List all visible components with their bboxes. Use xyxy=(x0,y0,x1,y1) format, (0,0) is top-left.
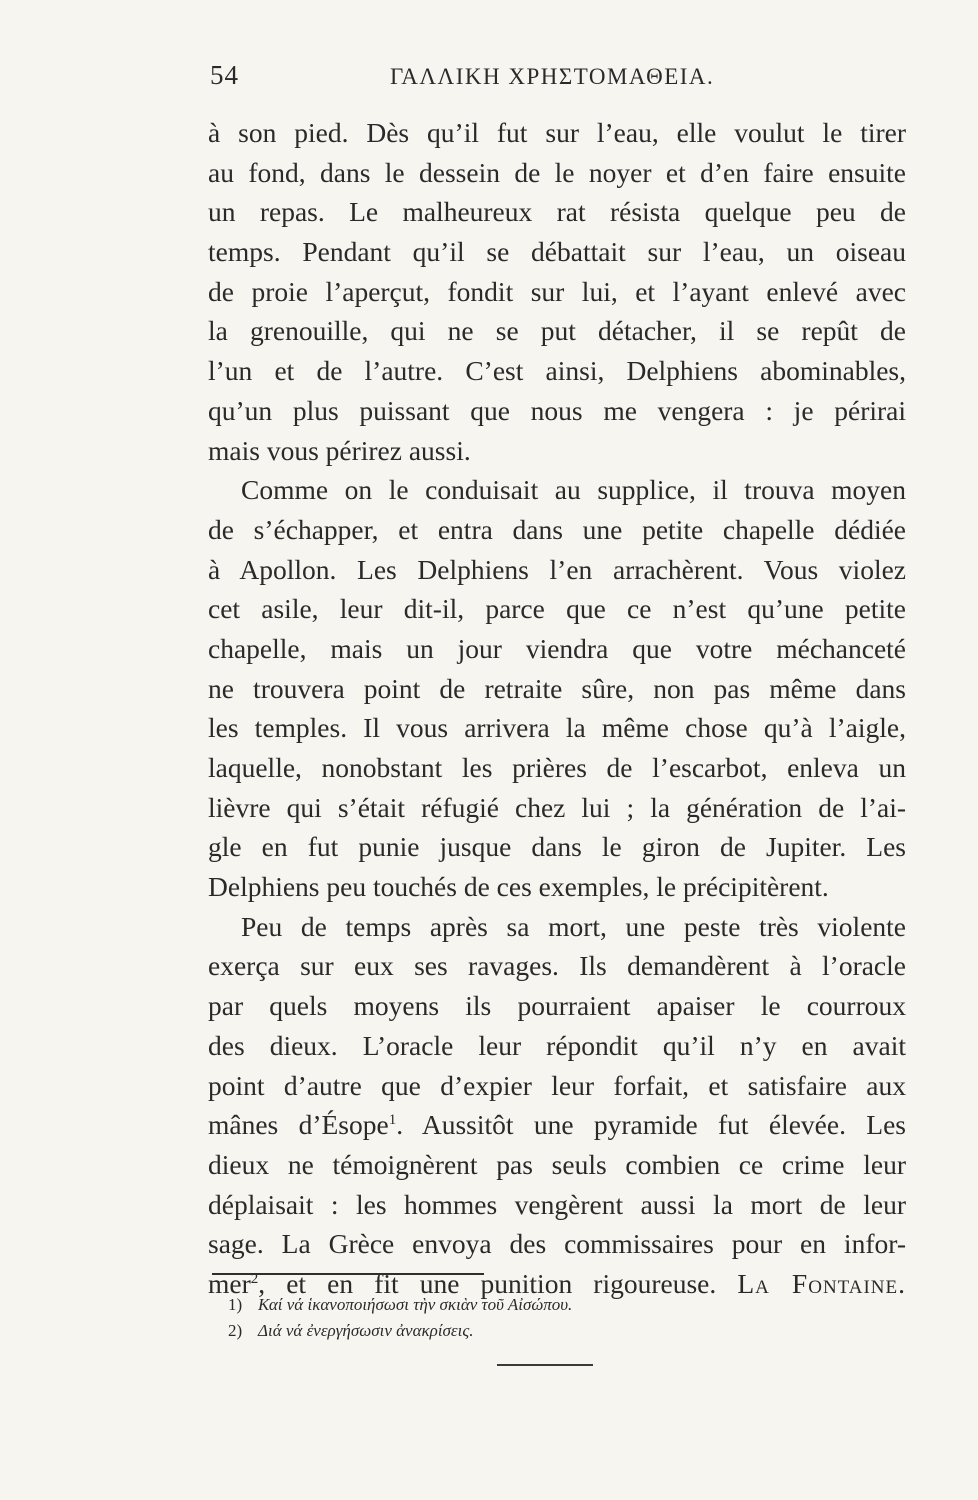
text-line xyxy=(208,629,906,669)
text-line xyxy=(208,153,906,193)
text-line xyxy=(208,946,906,986)
text-line xyxy=(208,986,906,1026)
footnote-rule xyxy=(212,1273,484,1275)
text-line xyxy=(208,311,906,351)
line-text: la grenouille, qui ne se put détacher, il se repût de xyxy=(208,315,906,347)
text-line xyxy=(208,192,906,232)
text-line xyxy=(208,1185,906,1225)
line-text: à Apollon. Les Delphiens l’en arrachèrent. Vous violez xyxy=(208,553,906,585)
text-line xyxy=(208,391,906,431)
line-text: dieux ne témoignèrent pas seuls combien ce crime leur xyxy=(208,1148,906,1180)
text-line xyxy=(208,907,906,947)
line-text: de s’échapper, et entra dans une petite chapelle dédiée xyxy=(208,513,906,545)
page-header xyxy=(210,60,905,100)
line-text: Peu de temps après sa mort, une peste très violente xyxy=(241,910,906,942)
text-line xyxy=(208,550,906,590)
page-number: 54 xyxy=(210,60,239,90)
line-text: gle en fut punie jusque dans le giron de Jupiter. Les xyxy=(208,831,906,863)
text-line xyxy=(208,788,906,828)
footnote-number: 2) xyxy=(228,1321,243,1340)
line-text: déplaisait : les hommes vengèrent aussi la mort de leur xyxy=(208,1188,906,1220)
closing-rule xyxy=(497,1364,593,1366)
author-signature: La Fontaine. xyxy=(737,1267,907,1299)
text-line xyxy=(208,1145,906,1185)
line-text: exerça sur eux ses ravages. Ils demandèrent à l’oracle xyxy=(208,950,906,982)
line-text: point d’autre que d’expier leur forfait, et satisfaire aux xyxy=(208,1069,906,1101)
text-line xyxy=(208,708,906,748)
line-text: les temples. Il vous arrivera la même chose qu’à l’aigle, xyxy=(208,712,906,744)
text-line xyxy=(208,510,906,550)
line-text: l’un et de l’autre. C’est ainsi, Delphiens abominables, xyxy=(208,355,906,387)
line-text: mer xyxy=(208,1267,251,1299)
footnote-marker: 1 xyxy=(388,1112,397,1129)
line-text: sage. La Grèce envoya des commissaires pour en infor- xyxy=(208,1228,906,1260)
text-line xyxy=(208,748,906,788)
line-text: au fond, dans le dessein de le noyer et d’en faire ensuite xyxy=(208,156,906,188)
line-text: ne trouvera point de retraite sûre, non pas même dans xyxy=(208,672,906,704)
line-text-continued: . Aussitôt une pyramide fut élevée. Les xyxy=(396,1109,906,1141)
line-text: lièvre qui s’était réfugié chez lui ; la génération de l’ai- xyxy=(208,791,906,823)
text-line xyxy=(208,470,906,510)
footnote-marker: 2 xyxy=(250,1270,259,1287)
footnotes xyxy=(228,1292,728,1344)
text-line xyxy=(208,431,906,471)
text-line xyxy=(208,351,906,391)
line-text: cet asile, leur dit-il, parce que ce n’est qu’une petite xyxy=(208,593,906,625)
line-text: mânes d’Ésope xyxy=(208,1109,389,1141)
footnote-text: Καί νά ἱκανοποιήσωσι τὴν σκιὰν τοῦ Αἰσώπου. xyxy=(258,1295,573,1314)
line-text: un repas. Le malheureux rat résista quelque peu de xyxy=(208,196,906,228)
body-text xyxy=(208,113,906,1304)
line-text: Delphiens peu touchés de ces exemples, le précipitèrent. xyxy=(208,871,829,903)
line-text: chapelle, mais un jour viendra que votre méchanceté xyxy=(208,632,906,664)
line-text: à son pied. Dès qu’il fut sur l’eau, elle voulut le tirer xyxy=(208,117,906,148)
line-text: par quels moyens ils pourraient apaiser le courroux xyxy=(208,990,906,1022)
text-line xyxy=(208,272,906,312)
text-line xyxy=(208,867,906,907)
footnote xyxy=(228,1292,728,1318)
line-text: laquelle, nonobstant les prières de l’escarbot, enleva un xyxy=(208,752,906,783)
running-head: ΓΑΛΛΙΚΗ ΧΡΗΣΤΟΜΑΘΕΙΑ. xyxy=(390,64,715,89)
line-text: Comme on le conduisait au supplice, il trouva moyen xyxy=(241,474,906,506)
line-text: mais vous périrez aussi. xyxy=(208,434,471,466)
text-line xyxy=(208,589,906,629)
footnote xyxy=(228,1318,728,1344)
footnote-text: Διά νά ἐνεργήσωσιν ἀνακρίσεις. xyxy=(258,1321,474,1340)
footnote-number: 1) xyxy=(228,1295,243,1314)
text-line xyxy=(208,1066,906,1106)
text-line xyxy=(208,1105,906,1145)
text-line xyxy=(208,827,906,867)
text-line xyxy=(208,232,906,272)
line-text: des dieux. L’oracle leur répondit qu’il n’y en avait xyxy=(208,1029,906,1061)
line-text-continued: , et en fit une punition rigoureuse. xyxy=(258,1267,717,1299)
line-text: qu’un plus puissant que nous me vengera : je périrai xyxy=(208,394,906,426)
text-line xyxy=(208,113,906,153)
text-line xyxy=(208,1026,906,1066)
text-line xyxy=(208,669,906,709)
line-text: de proie l’aperçut, fondit sur lui, et l’ayant enlevé avec xyxy=(208,275,906,307)
text-line xyxy=(208,1224,906,1264)
line-text: temps. Pendant qu’il se débattait sur l’eau, un oiseau xyxy=(208,236,906,268)
